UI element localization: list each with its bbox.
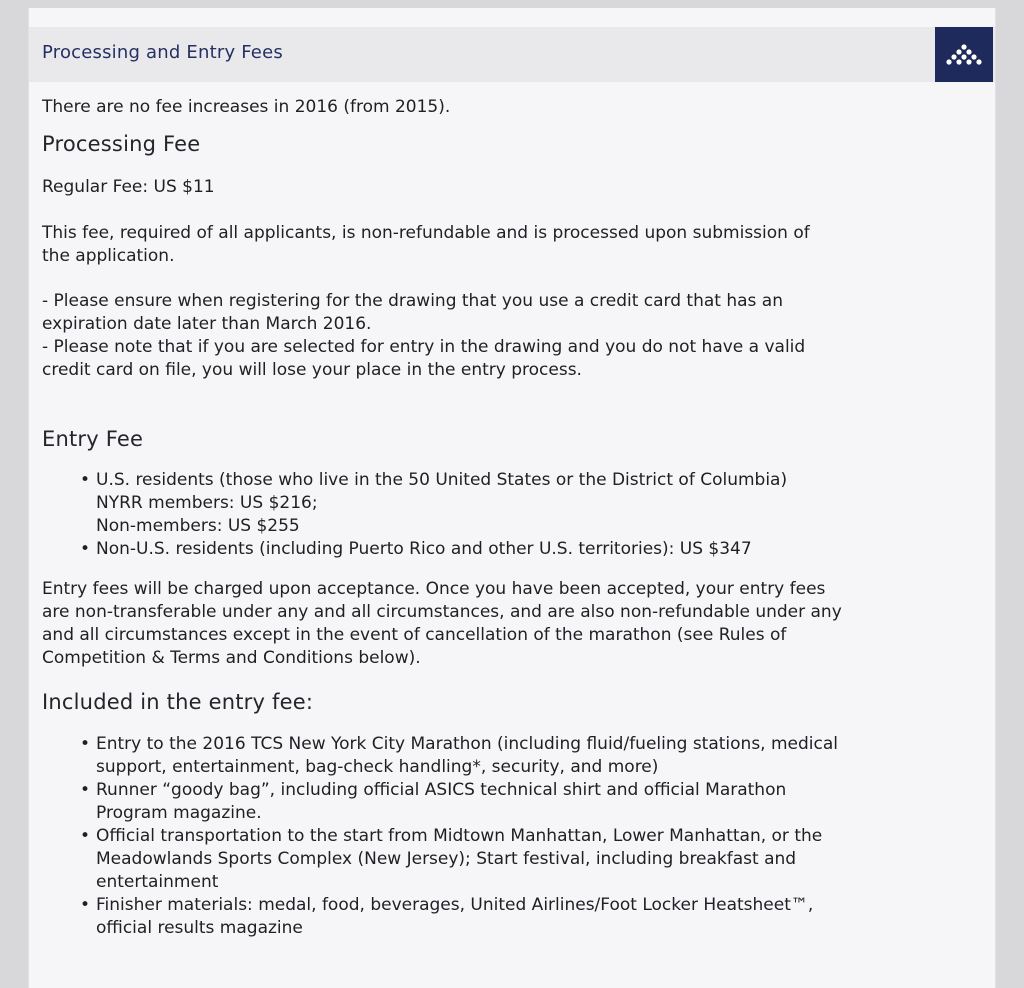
residents-line: U.S. residents (those who live in the 50 United States or the District of Columbia): [96, 470, 788, 490]
entry-fee-list: [42, 469, 942, 561]
processing-description-line: This fee, required of all applicants, is non-refundable and is processed upon submission of: [42, 223, 810, 243]
non-residents-fee: Non-U.S. residents (including Puerto Rico and other U.S. territories): US $347: [96, 539, 752, 559]
entry-policy-line: Entry fees will be charged upon acceptance. Once you have been accepted, your entry fees: [42, 579, 826, 599]
members-fee: NYRR members: US $216;: [96, 493, 318, 513]
entry-policy: [42, 578, 942, 670]
bullet-icon: •: [80, 539, 91, 559]
included-item-line: Finisher materials: medal, food, beverages, United Airlines/Foot Locker Heatsheet™,: [96, 895, 814, 915]
dotted-chevron-icon: [935, 27, 993, 82]
entry-policy-line: Competition & Terms and Conditions below).: [42, 648, 421, 668]
included-item-line: support, entertainment, bag-check handling*, security, and more): [96, 757, 659, 777]
section-content: [42, 96, 942, 940]
credit-card-note-line: expiration date later than March 2016.: [42, 314, 372, 334]
included-item-line: Entry to the 2016 TCS New York City Marathon (including fluid/fueling stations, medical: [96, 734, 839, 754]
bullet-icon: •: [80, 734, 91, 754]
credit-card-notes: [42, 290, 942, 382]
bullet-icon: •: [80, 470, 91, 490]
entry-policy-line: are non-transferable under any and all circumstances, and are also non-refundable under any: [42, 602, 842, 622]
section-header[interactable]: [29, 27, 995, 82]
entry-policy-line: and all circumstances except in the event of cancellation of the marathon (see Rules of: [42, 625, 787, 645]
included-item-line: Meadowlands Sports Complex (New Jersey); Start festival, including breakfast and: [96, 849, 797, 869]
included-list: [42, 733, 942, 940]
entry-fee-heading: Entry Fee: [42, 427, 144, 451]
processing-fee-heading: Processing Fee: [42, 132, 201, 156]
bullet-icon: •: [80, 826, 91, 846]
credit-card-note-line: - Please ensure when registering for the drawing that you use a credit card that has an: [42, 291, 784, 311]
list-item: [78, 825, 942, 894]
list-item: [78, 733, 942, 779]
bullet-icon: •: [80, 895, 91, 915]
included-item-line: Program magazine.: [96, 803, 262, 823]
fees-panel: [28, 8, 996, 988]
collapse-toggle-button[interactable]: [935, 27, 993, 82]
included-item-line: Official transportation to the start from Midtown Manhattan, Lower Manhattan, or the: [96, 826, 823, 846]
included-item-line: entertainment: [96, 872, 219, 892]
list-item: [78, 469, 942, 538]
processing-description-line: the application.: [42, 246, 175, 266]
non-members-fee: Non-members: US $255: [96, 516, 300, 536]
included-item-line: Runner “goody bag”, including official ASICS technical shirt and official Marathon: [96, 780, 787, 800]
credit-card-note-line: - Please note that if you are selected for entry in the drawing and you do not have a valid: [42, 337, 806, 357]
list-item: [78, 779, 942, 825]
bullet-icon: •: [80, 780, 91, 800]
intro-text: There are no fee increases in 2016 (from 2015).: [42, 97, 451, 117]
credit-card-note-line: credit card on file, you will lose your place in the entry process.: [42, 360, 582, 380]
included-heading: Included in the entry fee:: [42, 690, 314, 714]
included-item-line: official results magazine: [96, 918, 303, 938]
list-item: [78, 894, 942, 940]
list-item: [78, 538, 942, 561]
processing-description: [42, 222, 942, 268]
regular-fee-text: Regular Fee: US $11: [42, 177, 215, 197]
section-title: Processing and Entry Fees: [42, 42, 283, 63]
